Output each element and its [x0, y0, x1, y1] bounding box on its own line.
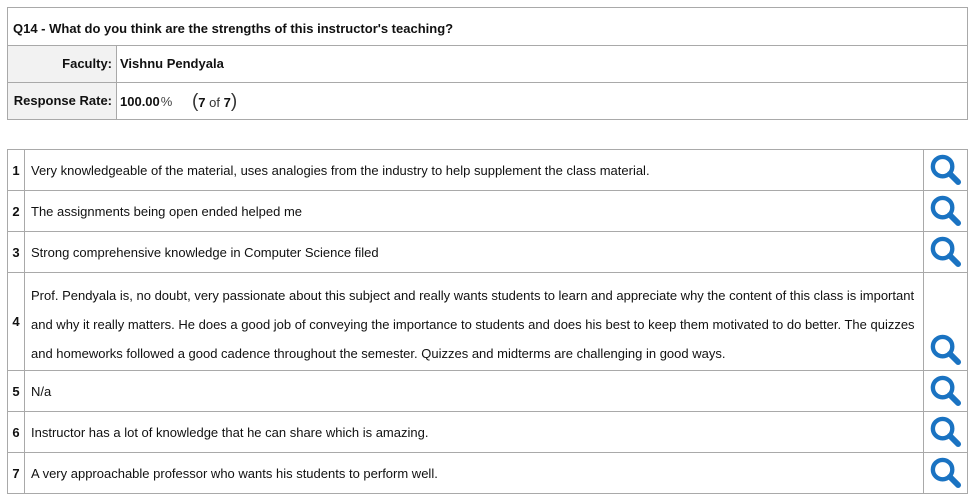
- response-rate-label: Response Rate:: [8, 83, 117, 119]
- comment-row: [8, 150, 968, 191]
- comment-text: A very approachable professor who wants his students to perform well.: [25, 453, 924, 494]
- comment-row: [8, 273, 968, 371]
- faculty-name: [117, 46, 224, 82]
- comment-text: Prof. Pendyala is, no doubt, very passionate about this subject and really wants students to learn and appreciate why the content of this class is important and why it really matters. He does a good job of conveying the importance to students and does his best to keep them motivated to do better. The quizzes and homeworks followed a good cadence throughout the semester. Quizzes and midterms are challenging in good ways.: [25, 273, 924, 371]
- comment-row: [8, 232, 968, 273]
- view-comment-button[interactable]: [924, 371, 968, 412]
- comment-number: 1: [8, 150, 25, 191]
- faculty-label: Faculty:: [8, 46, 117, 82]
- response-rate-value: [117, 83, 237, 119]
- view-comment-button[interactable]: [924, 273, 968, 371]
- comment-number: 7: [8, 453, 25, 494]
- response-rate-unit: %: [160, 94, 173, 109]
- response-total-value: 7: [223, 95, 231, 110]
- view-comment-button[interactable]: [924, 191, 968, 232]
- comment-text: Instructor has a lot of knowledge that he can share which is amazing.: [25, 412, 924, 453]
- comment-row: [8, 191, 968, 232]
- response-of-word: of: [209, 95, 220, 110]
- comments-table: [7, 149, 968, 494]
- magnifier-search-icon[interactable]: [929, 153, 962, 186]
- comment-row: [8, 412, 968, 453]
- magnifier-search-icon[interactable]: [929, 456, 962, 489]
- magnifier-search-icon[interactable]: [929, 415, 962, 448]
- comment-text: N/a: [25, 371, 924, 412]
- open-paren: (: [191, 91, 199, 112]
- view-comment-button[interactable]: [924, 150, 968, 191]
- view-comment-button[interactable]: [924, 453, 968, 494]
- magnifier-search-icon[interactable]: [929, 235, 962, 268]
- close-paren: ): [230, 91, 238, 112]
- comment-row: [8, 371, 968, 412]
- question-title: Q14 - What do you think are the strengths of this instructor's teaching?: [8, 8, 967, 46]
- response-count: [192, 91, 237, 112]
- comment-number: 6: [8, 412, 25, 453]
- comment-text: Very knowledgeable of the material, uses analogies from the industry to help supplement the class material.: [25, 150, 924, 191]
- comment-row: [8, 453, 968, 494]
- faculty-row: [8, 46, 967, 83]
- comment-text: The assignments being open ended helped me: [25, 191, 924, 232]
- magnifier-search-icon[interactable]: [929, 194, 962, 227]
- response-count-value: 7: [198, 95, 206, 110]
- comment-number: 2: [8, 191, 25, 232]
- magnifier-search-icon[interactable]: [929, 374, 962, 407]
- magnifier-search-icon[interactable]: [929, 333, 962, 366]
- comment-text: Strong comprehensive knowledge in Computer Science filed: [25, 232, 924, 273]
- question-header: [7, 7, 968, 120]
- view-comment-button[interactable]: [924, 232, 968, 273]
- response-rate-percent: 100.00: [120, 94, 160, 109]
- comment-number: 3: [8, 232, 25, 273]
- response-rate-row: [8, 83, 967, 119]
- faculty-name-text: Vishnu Pendyala: [120, 56, 224, 71]
- comment-number: 4: [8, 273, 25, 371]
- view-comment-button[interactable]: [924, 412, 968, 453]
- comment-number: 5: [8, 371, 25, 412]
